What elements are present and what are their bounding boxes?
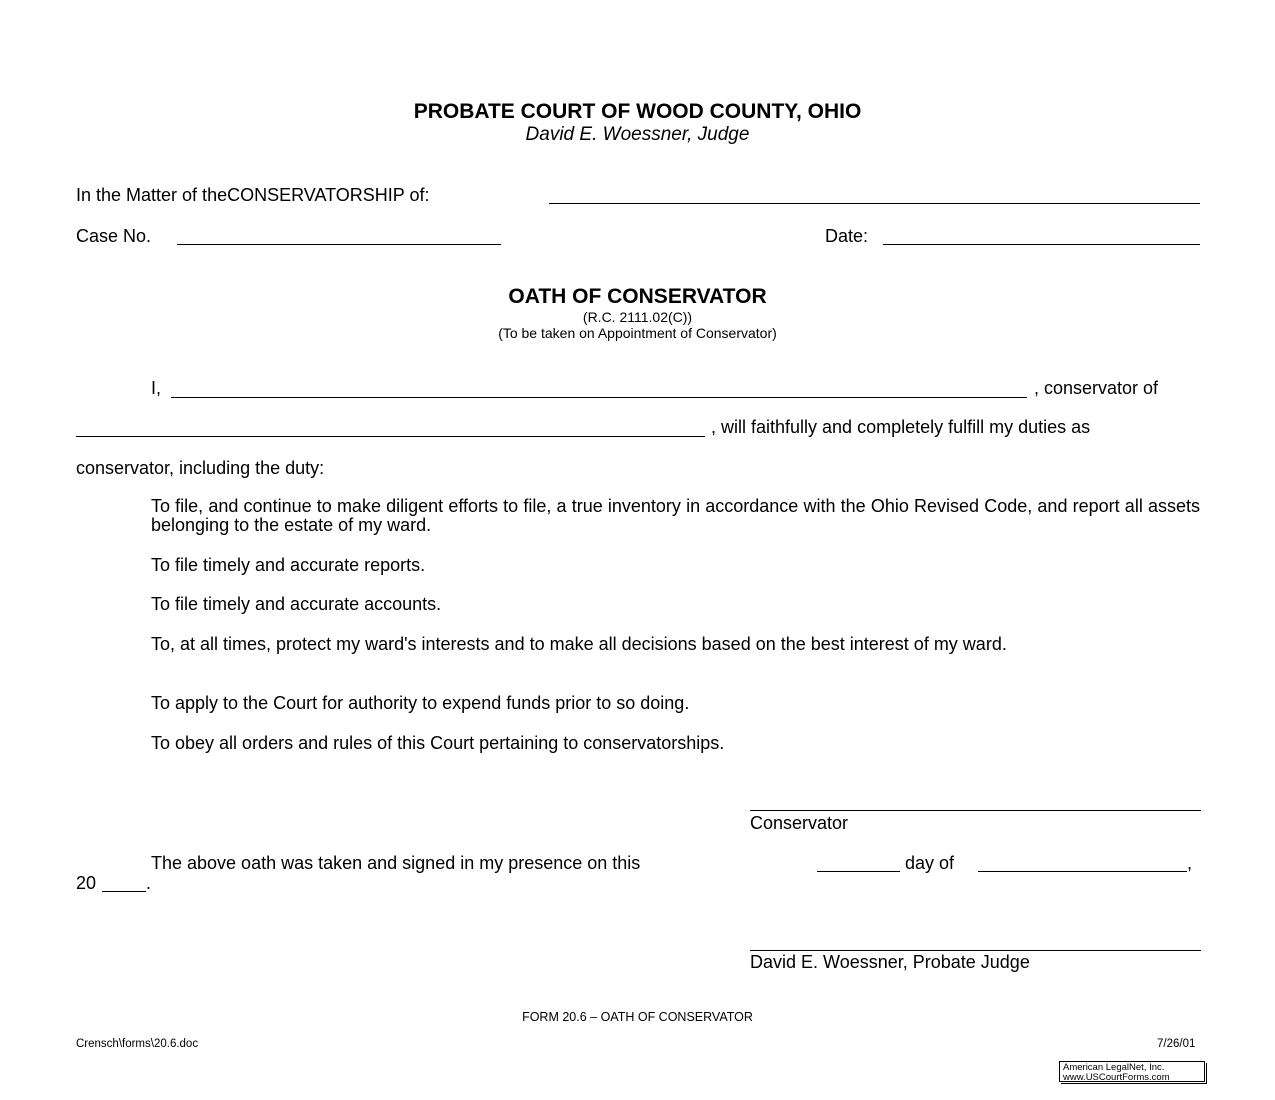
- matter-label: [76, 185, 430, 206]
- statute-reference: (R.C. 2111.02(C)): [582, 309, 693, 325]
- matter-suffix: of:: [409, 185, 430, 205]
- year-prefix: 20: [76, 873, 97, 893]
- oath-fulfill: , will faithfully and completely fulfill my duties as: [711, 417, 1091, 437]
- attestation-comma: ,: [1187, 853, 1193, 873]
- form-title: OATH OF CONSERVATOR: [508, 285, 767, 308]
- ward-name-field[interactable]: [76, 436, 705, 437]
- matter-name-field[interactable]: [549, 203, 1200, 204]
- judge-signature-field[interactable]: [750, 950, 1201, 951]
- oath-including: conservator, including the duty:: [76, 458, 325, 478]
- file-path: Crensch\forms\20.6.doc: [76, 1038, 199, 1050]
- oath-conservator-of: , conservator of: [1034, 378, 1159, 398]
- year-period: .: [146, 873, 152, 893]
- duty-item: To, at all times, protect my ward's interests and to make all decisions based on the best interest of my ward.: [151, 634, 1007, 654]
- oath-i: I,: [151, 378, 162, 398]
- date-label: Date:: [825, 226, 869, 246]
- form-footer-title: FORM 20.6 – OATH OF CONSERVATOR: [522, 1010, 753, 1024]
- duty-item: To obey all orders and rules of this Court pertaining to conservatorships.: [151, 733, 725, 753]
- matter-prefix: In the Matter of the: [76, 185, 228, 205]
- revision-date: 7/26/01: [1157, 1038, 1196, 1050]
- day-field[interactable]: [817, 871, 900, 872]
- attestation-day-of: day of: [905, 853, 955, 873]
- date-field[interactable]: [883, 244, 1200, 245]
- form-instruction: (To be taken on Appointment of Conservator): [498, 325, 777, 341]
- month-field[interactable]: [978, 871, 1187, 872]
- court-title: PROBATE COURT OF WOOD COUNTY, OHIO: [413, 100, 862, 123]
- badge-website: www.USCourtForms.com: [1063, 1072, 1170, 1083]
- badge-company: American LegalNet, Inc.: [1063, 1062, 1165, 1073]
- conservator-signature-field[interactable]: [750, 810, 1201, 811]
- case-number-label: Case No.: [76, 226, 152, 246]
- conservator-signature-label: Conservator: [750, 813, 849, 833]
- judge-subtitle: David E. Woessner, Judge: [525, 124, 750, 145]
- case-number-field[interactable]: [177, 244, 501, 245]
- matter-type: CONSERVATORSHIP: [227, 185, 405, 205]
- duty-item: To file timely and accurate reports.: [151, 555, 426, 575]
- conservator-name-field[interactable]: [171, 397, 1027, 398]
- duty-item: To file, and continue to make diligent efforts to file, a true inventory in accordance with the Ohio Revised Code, and report all assets belonging to the estate of my ward.: [151, 496, 1200, 535]
- duty-item: To file timely and accurate accounts.: [151, 594, 442, 614]
- attestation-text: The above oath was taken and signed in my presence on this: [151, 853, 641, 873]
- judge-signature-label: David E. Woessner, Probate Judge: [750, 952, 1030, 972]
- publisher-badge: [1059, 1061, 1205, 1082]
- duty-item: To apply to the Court for authority to expend funds prior to so doing.: [151, 693, 690, 713]
- year-field[interactable]: [102, 891, 146, 892]
